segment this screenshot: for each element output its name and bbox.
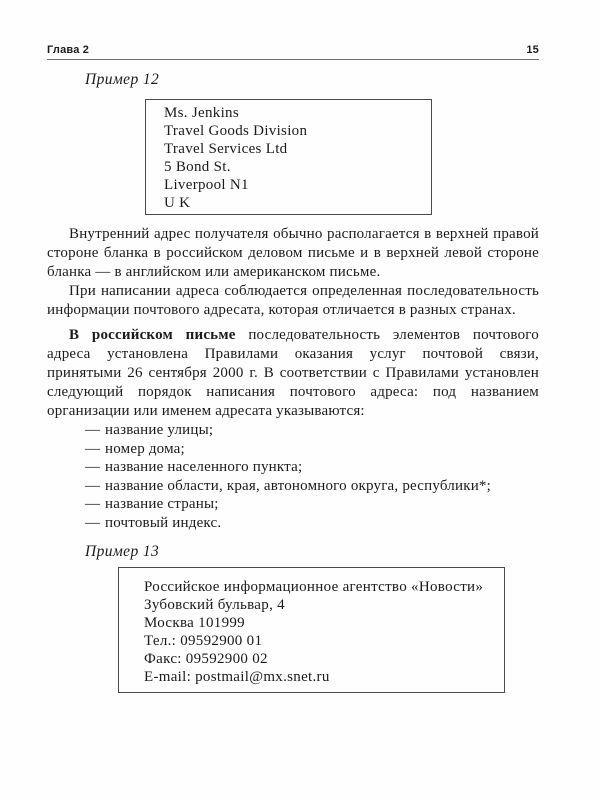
list-item — [85, 440, 539, 459]
address-line: Москва 101999 — [144, 615, 245, 631]
paragraph-inner-address: Внутренний адрес получателя обычно располагается в верхней правой стороне бланка в российском деловом письме и в верхней левой стороне бланка — в английском или американском письме. — [47, 226, 539, 280]
address-line: Тел.: 09592900 01 — [144, 633, 263, 649]
list-item-text: название области, края, автономного округа, республики*; — [105, 477, 491, 494]
address-line: Travel Goods Division — [164, 123, 308, 139]
list-item — [85, 514, 539, 533]
address-line: Факс: 09592900 02 — [144, 651, 268, 667]
running-header — [47, 44, 539, 60]
example-12-address-box — [145, 99, 432, 215]
dash-marker: — — [85, 422, 101, 438]
list-item — [85, 421, 539, 440]
list-item — [85, 458, 539, 477]
dash-marker: — — [85, 440, 101, 457]
address-line: Российское информационное агентство «Новости» — [144, 579, 484, 595]
example-13-label: Пример 13 — [85, 543, 160, 560]
address-line: E-mail: postmail@mx.snet.ru — [144, 669, 330, 685]
address-elements-list — [47, 421, 539, 532]
list-item-text: название страны; — [105, 496, 219, 512]
list-item — [85, 477, 539, 496]
paragraph-bold-lead: В российском письме — [69, 327, 236, 343]
list-item-text: почтовый индекс. — [105, 514, 222, 531]
chapter-title: Глава 2 — [47, 44, 90, 56]
list-item-text: название улицы; — [105, 422, 214, 438]
address-line: Travel Services Ltd — [164, 141, 288, 157]
list-item-text: название населенного пункта; — [105, 459, 303, 475]
dash-marker: — — [85, 477, 101, 494]
list-item — [85, 495, 539, 514]
example-13-address-box — [118, 567, 505, 693]
address-line: Зубовский бульвар, 4 — [144, 597, 285, 613]
example-12-label: Пример 12 — [85, 71, 160, 88]
list-item-text: номер дома; — [105, 440, 185, 457]
address-line: Ms. Jenkins — [164, 105, 239, 121]
address-line: U K — [164, 195, 191, 211]
address-line: 5 Bond St. — [164, 159, 231, 175]
page-number: 15 — [526, 44, 539, 56]
dash-marker: — — [85, 514, 101, 531]
paragraph-russian-letter — [47, 326, 539, 421]
address-line: Liverpool N1 — [164, 177, 249, 193]
paragraph-rest: последовательность элементов почтового адреса установлена Правилами оказания услуг почтовой связи, принятыми 26 сентября 2000 г. В соответствии с Правилами установлен следующий порядок написания почтового адреса: под названием организации или именем адресата указываются: — [47, 327, 539, 419]
dash-marker: — — [85, 496, 101, 512]
dash-marker: — — [85, 459, 101, 475]
paragraph-address-sequence: При написании адреса соблюдается определенная последовательность информации почтового адресата, которая отличается в разных странах. — [47, 283, 539, 318]
